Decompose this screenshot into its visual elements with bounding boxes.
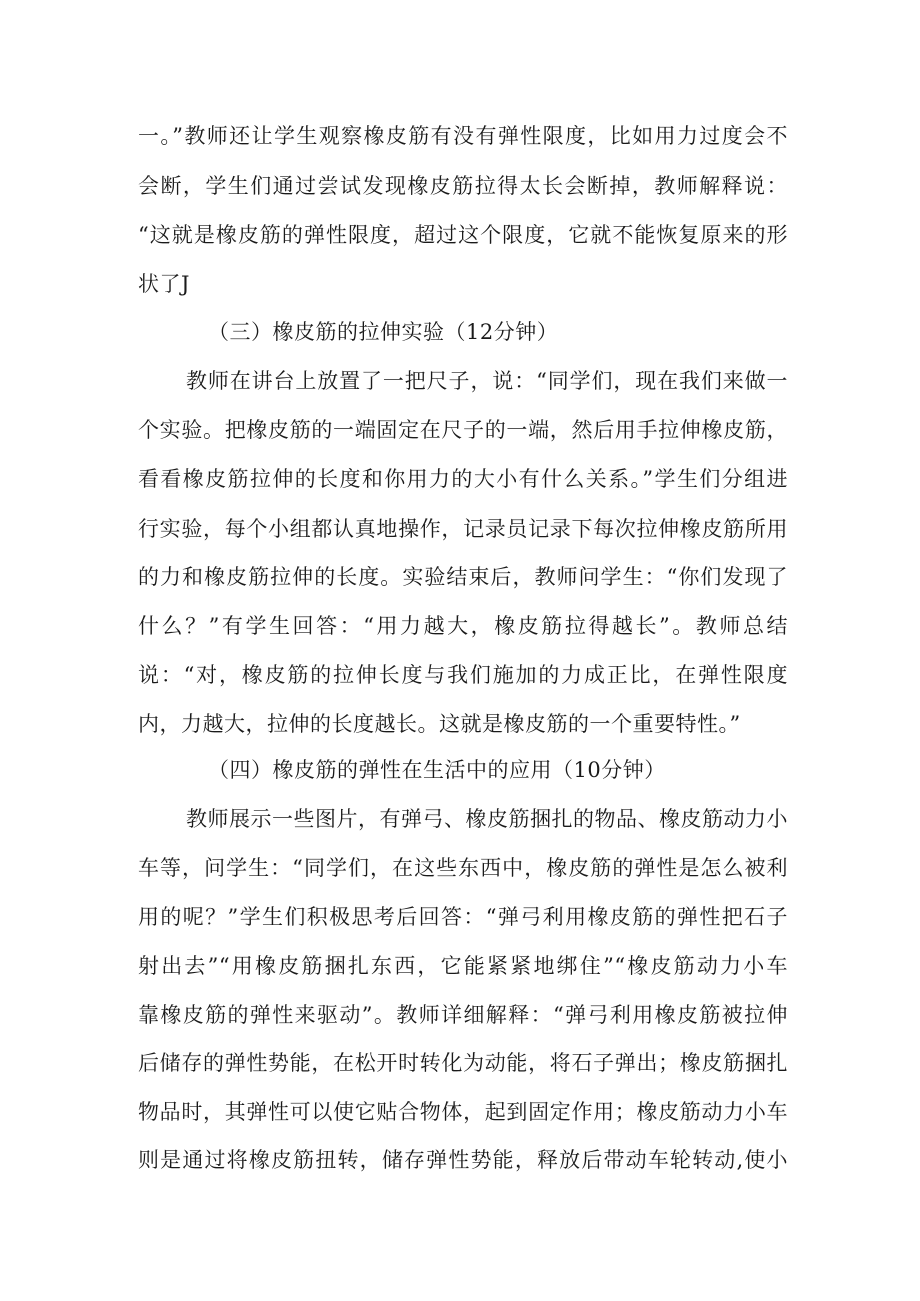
text-line: 物品时，其弹性可以使它贴合物体，起到固定作用；橡皮筋动力小车 (138, 1100, 788, 1124)
text-line: 会断，学生们通过尝试发现橡皮筋拉得太长会断掉，教师解释说： (138, 174, 788, 198)
text-line: 行实验，每个小组都认真地操作，记录员记录下每次拉伸橡皮筋所用 (138, 517, 788, 541)
text-line: 教师展示一些图片，有弹弓、橡皮筋捆扎的物品、橡皮筋动力小 (186, 807, 788, 831)
text-line: 则是通过将橡皮筋扭转，储存弹性势能，释放后带动车轮转动,使小 (138, 1148, 788, 1172)
text-line: 看看橡皮筋拉伸的长度和你用力的大小有什么关系。”学生们分组进 (138, 467, 788, 491)
text-line: 车等，问学生：“同学们，在这些东西中，橡皮筋的弹性是怎么被利 (138, 856, 788, 880)
text-line: 内，力越大，拉伸的长度越长。这就是橡皮筋的一个重要特性。” (138, 712, 741, 736)
text-line: “这就是橡皮筋的弹性限度，超过这个限度，它就不能恢复原来的形 (138, 223, 788, 247)
section-heading-4: （四）橡皮筋的弹性在生活中的应用（10分钟） (208, 758, 666, 782)
text-line: 什么？”有学生回答：“用力越大，橡皮筋拉得越长”。教师总结 (138, 614, 788, 638)
text-line: 说：“对，橡皮筋的拉伸长度与我们施加的力成正比，在弹性限度 (138, 663, 788, 687)
text-line: 状了J (138, 272, 190, 296)
text-line: 后储存的弹性势能，在松开时转化为动能，将石子弹出；橡皮筋捆扎 (138, 1051, 788, 1075)
text-line: 靠橡皮筋的弹性来驱动”。教师详细解释：“弹弓利用橡皮筋被拉伸 (138, 1003, 788, 1027)
text-line: 用的呢？”学生们积极思考后回答：“弹弓利用橡皮筋的弹性把石子 (138, 905, 788, 929)
text-line: 一。”教师还让学生观察橡皮筋有没有弹性限度，比如用力过度会不 (138, 124, 788, 148)
text-line: 教师在讲台上放置了一把尺子，说：“同学们，现在我们来做一 (186, 369, 788, 393)
section-heading-3: （三）橡皮筋的拉伸实验（12分钟） (208, 320, 559, 344)
text-line: 射出去”“用橡皮筋捆扎东西，它能紧紧地绑住”“橡皮筋动力小车 (138, 954, 788, 978)
text-line: 的力和橡皮筋拉伸的长度。实验结束后，教师问学生：“你们发现了 (138, 565, 788, 589)
text-line: 个实验。把橡皮筋的一端固定在尺子的一端，然后用手拉伸橡皮筋， (138, 418, 788, 442)
